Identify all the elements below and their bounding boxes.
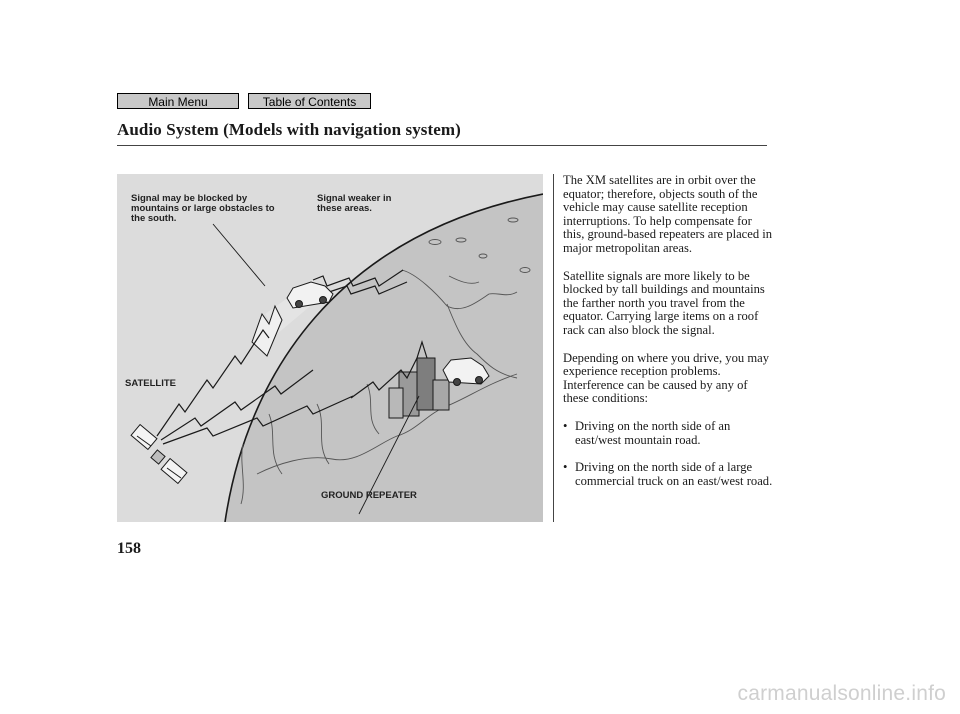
label-signal-blocked: Signal may be blocked by mountains or large obstacles to the south. bbox=[131, 193, 275, 224]
header-rule bbox=[117, 145, 767, 146]
paragraph: Depending on where you drive, you may experience reception problems. Interference can be caused by any of these conditions: bbox=[563, 350, 769, 406]
bullet-item: • Driving on the north side of a large commercial truck on an east/west road. bbox=[563, 461, 773, 488]
car-north bbox=[287, 282, 333, 308]
satellite-reception-illustration bbox=[117, 174, 543, 522]
illustration-drawing bbox=[117, 174, 543, 522]
paragraph: The XM satellites are in orbit over the equator; therefore, objects south of the vehicle may cause satellite reception interruptions. To help compensate for this, ground-based repeaters are placed in major metropolitan areas. bbox=[563, 173, 773, 255]
section-title: Audio System (Models with navigation system) bbox=[117, 120, 461, 139]
label-signal-weaker: Signal weaker in these areas. bbox=[317, 193, 392, 214]
paragraph: Satellite signals are more likely to be blocked by tall buildings and mountains the farther north you travel from the equator. Carrying large items on a roof rack can also block the signal. bbox=[563, 268, 765, 337]
earth-globe bbox=[225, 194, 543, 522]
label-satellite: SATELLITE bbox=[125, 378, 177, 389]
main-menu-button[interactable]: Main Menu bbox=[117, 93, 239, 109]
page-number: 158 bbox=[117, 540, 141, 557]
column-divider bbox=[553, 174, 554, 522]
label-ground-repeater: GROUND REPEATER bbox=[321, 490, 417, 501]
bullet-item: • Driving on the north side of an east/west mountain road. bbox=[563, 420, 773, 447]
table-of-contents-button[interactable]: Table of Contents bbox=[248, 93, 371, 109]
watermark: carmanualsonline.info bbox=[737, 682, 946, 705]
body-text bbox=[563, 174, 773, 502]
